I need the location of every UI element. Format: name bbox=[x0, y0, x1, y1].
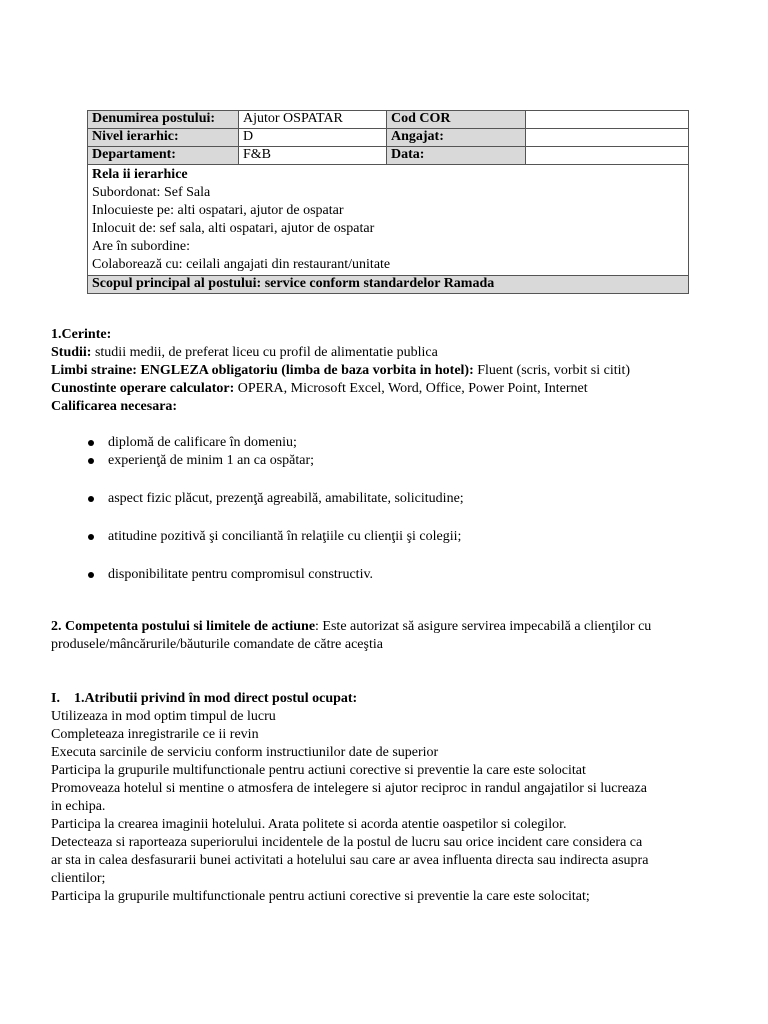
cod-cor-value bbox=[526, 111, 689, 129]
table-row bbox=[88, 165, 689, 276]
competence-text: : Este autorizat să asigure servirea impecabilă a clienţilor cu bbox=[315, 619, 652, 634]
job-title-label: Denumirea postului: bbox=[88, 111, 239, 129]
languages-line bbox=[51, 362, 721, 380]
qualification-list bbox=[51, 434, 721, 584]
relation-line: Inlocuieste pe: alti ospatari, ajutor de ospatar bbox=[92, 203, 344, 218]
table-row bbox=[88, 276, 689, 294]
duty-line: Utilizeaza in mod optim timpul de lucru bbox=[51, 709, 276, 724]
duty-line: Promoveaza hotelul si mentine o atmosfera de intelegere si ajutor reciproc in randul angajatilor si lucreaza bbox=[51, 781, 647, 796]
requirements-heading: 1.Cerinte: bbox=[51, 327, 112, 342]
cod-cor-label: Cod COR bbox=[387, 111, 526, 129]
date-label: Data: bbox=[387, 147, 526, 165]
employee-value bbox=[526, 129, 689, 147]
list-item-text: experienţă de minim 1 an ca ospătar; bbox=[108, 453, 315, 468]
relation-line: Inlocuit de: sef sala, alti ospatari, ajutor de ospatar bbox=[92, 221, 375, 236]
table-row bbox=[88, 111, 689, 129]
studies-value: studii medii, de preferat liceu cu profil de alimentatie publica bbox=[91, 345, 438, 360]
date-value bbox=[526, 147, 689, 165]
employee-label: Angajat: bbox=[387, 129, 526, 147]
job-header-table bbox=[87, 110, 689, 294]
competence-line-2: produsele/mâncărurile/băuturile comandate de către aceştia bbox=[51, 637, 383, 652]
list-item-text: disponibilitate pentru compromisul constructiv. bbox=[108, 567, 374, 582]
computer-skills-value: OPERA, Microsoft Excel, Word, Office, Power Point, Internet bbox=[234, 381, 588, 396]
duty-line: Participa la crearea imaginii hotelului. Arata politete si acorda atentie oaspetilor si colegilor. bbox=[51, 817, 567, 832]
bullet-icon bbox=[88, 458, 94, 464]
department-value: F&B bbox=[239, 147, 387, 165]
competence-line-1 bbox=[51, 618, 721, 636]
bullet-icon bbox=[88, 572, 94, 578]
list-item bbox=[51, 452, 721, 470]
bullet-icon bbox=[88, 534, 94, 540]
duty-line: clientilor; bbox=[51, 871, 106, 886]
duties-heading: I. 1.Atributii privind în mod direct postul ocupat: bbox=[51, 691, 358, 706]
relations-title: Rela ii ierarhice bbox=[92, 167, 188, 182]
qualification-label: Calificarea necesara: bbox=[51, 399, 178, 414]
list-item-text: aspect fizic plăcut, prezenţă agreabilă, amabilitate, solicitudine; bbox=[108, 491, 464, 506]
duty-line: Participa la grupurile multifunctionale pentru actiuni corective si preventie la care este solocitat bbox=[51, 763, 586, 778]
computer-skills-line bbox=[51, 380, 721, 398]
hierarchical-relations-cell bbox=[88, 165, 689, 276]
department-label: Departament: bbox=[88, 147, 239, 165]
duty-line: Detecteaza si raporteaza superiorului incidentele de la postul de lucru sau orice incident care considera ca bbox=[51, 835, 643, 850]
competence-label: 2. Competenta postului si limitele de actiune bbox=[51, 619, 316, 634]
languages-label: Limbi straine: ENGLEZA obligatoriu (limba de baza vorbita in hotel): bbox=[51, 363, 474, 378]
duty-line: Participa la grupurile multifunctionale pentru actiuni corective si preventie la care este solocitat; bbox=[51, 889, 590, 904]
duty-line: ar sta in calea desfasurarii bunei activitati a hotelului sau care ar avea influenta directa sau indirecta asupra bbox=[51, 853, 649, 868]
relation-line: Subordonat: Sef Sala bbox=[92, 185, 211, 200]
bullet-icon bbox=[88, 440, 94, 446]
computer-skills-label: Cunostinte operare calculator: bbox=[51, 381, 235, 396]
job-title-value: Ajutor OSPATAR bbox=[239, 111, 387, 129]
duty-line: Executa sarcinile de serviciu conform instructiunilor date de superior bbox=[51, 745, 439, 760]
table-row bbox=[88, 129, 689, 147]
list-item bbox=[51, 434, 721, 452]
list-item bbox=[51, 566, 721, 584]
studies-line bbox=[51, 344, 721, 362]
table-row bbox=[88, 147, 689, 165]
relation-line: Colaborează cu: ceilali angajati din restaurant/unitate bbox=[92, 257, 391, 272]
studies-label: Studii: bbox=[51, 345, 92, 360]
job-scope: Scopul principal al postului: service conform standardelor Ramada bbox=[88, 276, 689, 294]
duty-line: in echipa. bbox=[51, 799, 106, 814]
list-item-text: diplomă de calificare în domeniu; bbox=[108, 435, 297, 450]
languages-value: Fluent (scris, vorbit si citit) bbox=[473, 363, 631, 378]
list-item-text: atitudine pozitivă şi conciliantă în relaţiile cu clienţii şi colegii; bbox=[108, 529, 462, 544]
duty-line: Completeaza inregistrarile ce ii revin bbox=[51, 727, 259, 742]
bullet-icon bbox=[88, 496, 94, 502]
list-item bbox=[51, 490, 721, 508]
document-body bbox=[51, 326, 721, 906]
relation-line: Are în subordine: bbox=[92, 239, 190, 254]
level-value: D bbox=[239, 129, 387, 147]
list-item bbox=[51, 528, 721, 546]
level-label: Nivel ierarhic: bbox=[88, 129, 239, 147]
